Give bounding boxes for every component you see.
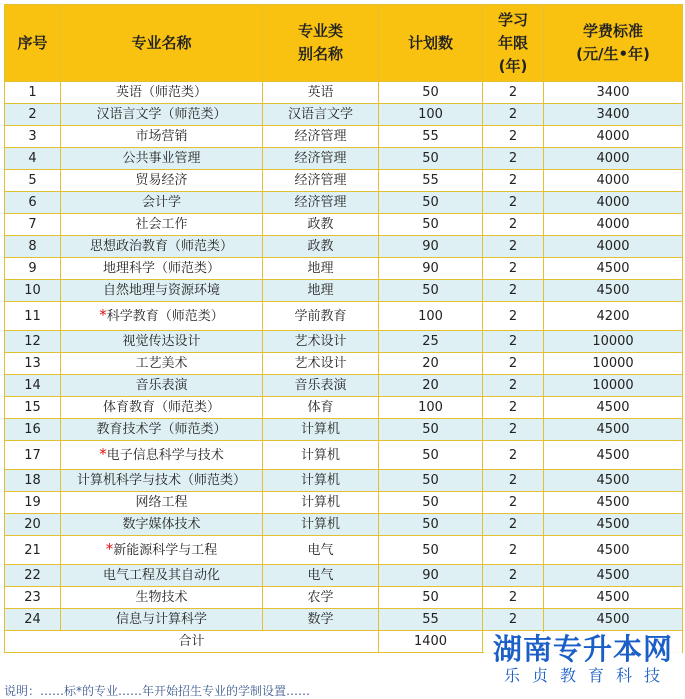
- study-years: 2: [483, 609, 544, 631]
- tuition-fee: 3400: [544, 82, 683, 104]
- col-header-category: 专业类 别名称: [263, 5, 379, 82]
- category-name: 农学: [263, 587, 379, 609]
- watermark-title: 湖南专升本网: [492, 632, 673, 666]
- row-number: 13: [5, 353, 61, 375]
- plan-count: 90: [379, 258, 483, 280]
- major-name: [61, 302, 263, 331]
- study-years: 2: [483, 280, 544, 302]
- major-name: 公共事业管理: [61, 148, 263, 170]
- major-name: 会计学: [61, 192, 263, 214]
- row-number: 6: [5, 192, 61, 214]
- tuition-fee: 4000: [544, 148, 683, 170]
- major-name-text: 新能源科学与工程: [113, 543, 218, 558]
- major-name: 数字媒体技术: [61, 514, 263, 536]
- footnote-text: 说明：……标*的专业……年开始招生专业的学制设置……: [4, 684, 311, 698]
- tuition-fee: 4000: [544, 192, 683, 214]
- tuition-fee: 4500: [544, 470, 683, 492]
- study-years: 2: [483, 236, 544, 258]
- tuition-fee: 4500: [544, 609, 683, 631]
- category-name: 体育: [263, 397, 379, 419]
- tuition-fee: 4500: [544, 441, 683, 470]
- major-name: 计算机科学与技术（师范类）: [61, 470, 263, 492]
- row-number: 1: [5, 82, 61, 104]
- col-header-no: 序号: [5, 5, 61, 82]
- category-name: 经济管理: [263, 170, 379, 192]
- category-name: 地理: [263, 280, 379, 302]
- major-name: 网络工程: [61, 492, 263, 514]
- plan-count: 50: [379, 536, 483, 565]
- major-name: 视觉传达设计: [61, 331, 263, 353]
- major-name: 市场营销: [61, 126, 263, 148]
- plan-count: 55: [379, 609, 483, 631]
- category-name: 英语: [263, 82, 379, 104]
- tuition-fee: 4200: [544, 302, 683, 331]
- table-row: [5, 331, 683, 353]
- major-name: 社会工作: [61, 214, 263, 236]
- plan-count: 100: [379, 397, 483, 419]
- row-number: 15: [5, 397, 61, 419]
- table-row: [5, 302, 683, 331]
- plan-count: 20: [379, 375, 483, 397]
- plan-count: 100: [379, 104, 483, 126]
- row-number: 9: [5, 258, 61, 280]
- row-number: 20: [5, 514, 61, 536]
- tuition-fee: 4500: [544, 587, 683, 609]
- table-row: [5, 536, 683, 565]
- col-header-plan: 计划数: [379, 5, 483, 82]
- tuition-fee: 4500: [544, 536, 683, 565]
- category-name: 艺术设计: [263, 331, 379, 353]
- row-number: 24: [5, 609, 61, 631]
- table-row: [5, 236, 683, 258]
- plan-count: 50: [379, 470, 483, 492]
- major-name: 电气工程及其自动化: [61, 565, 263, 587]
- row-number: 18: [5, 470, 61, 492]
- major-name: 地理科学（师范类）: [61, 258, 263, 280]
- study-years: 2: [483, 82, 544, 104]
- plan-count: 55: [379, 170, 483, 192]
- table-row: [5, 82, 683, 104]
- category-name: 学前教育: [263, 302, 379, 331]
- table-row: [5, 609, 683, 631]
- table-row: [5, 104, 683, 126]
- major-name: 音乐表演: [61, 375, 263, 397]
- study-years: 2: [483, 214, 544, 236]
- table-row: [5, 353, 683, 375]
- major-name: 汉语言文学（师范类）: [61, 104, 263, 126]
- table-row: [5, 126, 683, 148]
- study-years: 2: [483, 353, 544, 375]
- row-number: 11: [5, 302, 61, 331]
- study-years: 2: [483, 375, 544, 397]
- tuition-fee: 10000: [544, 375, 683, 397]
- plan-count: 50: [379, 587, 483, 609]
- col-header-fee: 学费标准 (元/生•年): [544, 5, 683, 82]
- row-number: 7: [5, 214, 61, 236]
- major-name-text: 电子信息科学与技术: [106, 448, 224, 463]
- row-number: 4: [5, 148, 61, 170]
- major-name-text: 科学教育（师范类）: [106, 309, 224, 324]
- row-number: 2: [5, 104, 61, 126]
- study-years: 2: [483, 536, 544, 565]
- major-name: 工艺美术: [61, 353, 263, 375]
- category-name: 数学: [263, 609, 379, 631]
- tuition-fee: 4000: [544, 236, 683, 258]
- study-years: 2: [483, 565, 544, 587]
- plan-count: 50: [379, 441, 483, 470]
- major-name: [61, 536, 263, 565]
- required-star-icon: *: [99, 445, 107, 463]
- col-header-major: 专业名称: [61, 5, 263, 82]
- tuition-fee: 4500: [544, 258, 683, 280]
- category-name: 地理: [263, 258, 379, 280]
- table-row: [5, 375, 683, 397]
- study-years: 2: [483, 170, 544, 192]
- required-star-icon: *: [105, 540, 114, 558]
- major-name: 贸易经济: [61, 170, 263, 192]
- site-watermark: [484, 632, 682, 690]
- category-name: 经济管理: [263, 126, 379, 148]
- category-name: 艺术设计: [263, 353, 379, 375]
- study-years: 2: [483, 514, 544, 536]
- tuition-fee: 10000: [544, 331, 683, 353]
- tuition-fee: 3400: [544, 104, 683, 126]
- study-years: 2: [483, 470, 544, 492]
- table-row: [5, 514, 683, 536]
- row-number: 3: [5, 126, 61, 148]
- table-row: [5, 148, 683, 170]
- category-name: 经济管理: [263, 192, 379, 214]
- row-number: 14: [5, 375, 61, 397]
- enrollment-plan-table: [4, 4, 683, 653]
- study-years: 2: [483, 492, 544, 514]
- category-name: 计算机: [263, 419, 379, 441]
- table-row: [5, 441, 683, 470]
- row-number: 23: [5, 587, 61, 609]
- plan-count: 50: [379, 280, 483, 302]
- major-name: 体育教育（师范类）: [61, 397, 263, 419]
- plan-count: 25: [379, 331, 483, 353]
- table-header-row: [5, 5, 683, 82]
- category-name: 计算机: [263, 441, 379, 470]
- tuition-fee: 4500: [544, 492, 683, 514]
- study-years: 2: [483, 397, 544, 419]
- tuition-fee: 4000: [544, 214, 683, 236]
- plan-count: 50: [379, 148, 483, 170]
- plan-count: 90: [379, 565, 483, 587]
- tuition-fee: 4500: [544, 419, 683, 441]
- study-years: 2: [483, 441, 544, 470]
- study-years: 2: [483, 104, 544, 126]
- tuition-fee: 4500: [544, 397, 683, 419]
- study-years: 2: [483, 419, 544, 441]
- table-row: [5, 470, 683, 492]
- tuition-fee: 4500: [544, 514, 683, 536]
- category-name: 音乐表演: [263, 375, 379, 397]
- major-name: 教育技术学（师范类）: [61, 419, 263, 441]
- category-name: 计算机: [263, 470, 379, 492]
- total-label: 合计: [5, 631, 379, 653]
- study-years: 2: [483, 148, 544, 170]
- plan-count: 55: [379, 126, 483, 148]
- table-body: [5, 82, 683, 631]
- row-number: 17: [5, 441, 61, 470]
- plan-count: 100: [379, 302, 483, 331]
- tuition-fee: 4500: [544, 565, 683, 587]
- category-name: 经济管理: [263, 148, 379, 170]
- row-number: 22: [5, 565, 61, 587]
- table-row: [5, 192, 683, 214]
- watermark-subtitle: 乐贞教育科技: [503, 666, 672, 685]
- table-row: [5, 419, 683, 441]
- category-name: 计算机: [263, 492, 379, 514]
- row-number: 8: [5, 236, 61, 258]
- plan-count: 50: [379, 419, 483, 441]
- tuition-fee: 10000: [544, 353, 683, 375]
- category-name: 汉语言文学: [263, 104, 379, 126]
- study-years: 2: [483, 126, 544, 148]
- row-number: 16: [5, 419, 61, 441]
- table-row: [5, 258, 683, 280]
- study-years: 2: [483, 587, 544, 609]
- plan-count: 50: [379, 492, 483, 514]
- tuition-fee: 4000: [544, 170, 683, 192]
- table-row: [5, 214, 683, 236]
- study-years: 2: [483, 302, 544, 331]
- table-row: [5, 397, 683, 419]
- major-name: 思想政治教育（师范类）: [61, 236, 263, 258]
- category-name: 电气: [263, 565, 379, 587]
- table-row: [5, 492, 683, 514]
- category-name: 政教: [263, 236, 379, 258]
- required-star-icon: *: [99, 306, 107, 324]
- category-name: 电气: [263, 536, 379, 565]
- major-name: 自然地理与资源环境: [61, 280, 263, 302]
- plan-count: 50: [379, 214, 483, 236]
- row-number: 10: [5, 280, 61, 302]
- study-years: 2: [483, 192, 544, 214]
- tuition-fee: 4500: [544, 280, 683, 302]
- major-name: 信息与计算科学: [61, 609, 263, 631]
- category-name: 计算机: [263, 514, 379, 536]
- table-row: [5, 587, 683, 609]
- tuition-fee: 4000: [544, 126, 683, 148]
- study-years: 2: [483, 258, 544, 280]
- row-number: 5: [5, 170, 61, 192]
- major-name: 英语（师范类）: [61, 82, 263, 104]
- category-name: 政教: [263, 214, 379, 236]
- table-row: [5, 170, 683, 192]
- plan-count: 50: [379, 192, 483, 214]
- plan-count: 90: [379, 236, 483, 258]
- plan-count: 50: [379, 514, 483, 536]
- row-number: 19: [5, 492, 61, 514]
- row-number: 12: [5, 331, 61, 353]
- table-row: [5, 565, 683, 587]
- plan-count: 50: [379, 82, 483, 104]
- row-number: 21: [5, 536, 61, 565]
- major-name: [61, 441, 263, 470]
- table-row: [5, 280, 683, 302]
- major-name: 生物技术: [61, 587, 263, 609]
- plan-count: 20: [379, 353, 483, 375]
- study-years: 2: [483, 331, 544, 353]
- total-plan: 1400: [379, 631, 483, 653]
- col-header-years: 学习 年限 (年): [483, 5, 544, 82]
